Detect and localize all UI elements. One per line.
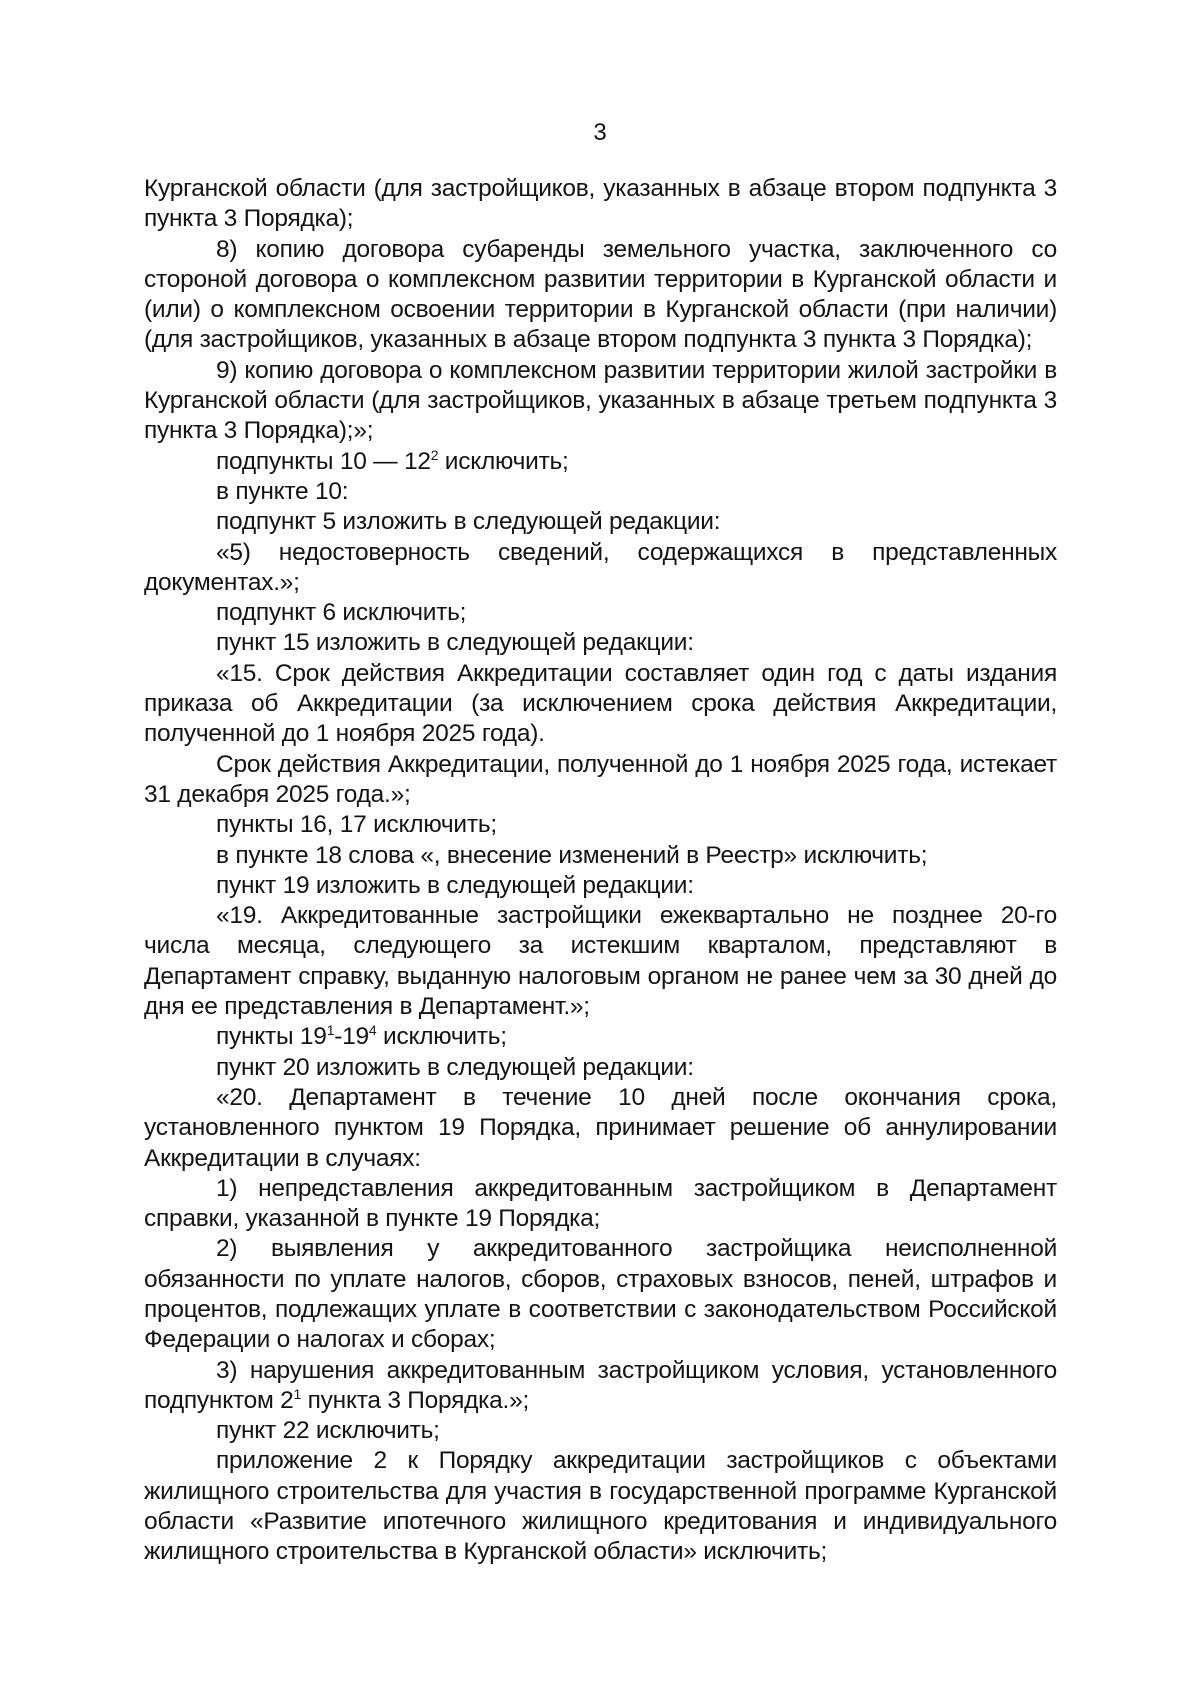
paragraph: Курганской области (для застройщиков, указанных в абзаце втором подпункта 3 пункта 3 Порядка); xyxy=(144,175,1057,233)
superscript: 1 xyxy=(326,1022,335,1039)
paragraph: подпункт 5 изложить в следующей редакции: xyxy=(216,508,721,536)
paragraph: Срок действия Аккредитации, полученной до 1 ноября 2025 года, истекает 31 декабря 2025 года.»; xyxy=(144,750,1057,808)
paragraph: приложение 2 к Порядку аккредитации застройщиков с объектами жилищного строительства для участия в государственной программе Курганской области «Развитие ипотечного жилищного кредитования и индивидуального жилищного строительства в Курганской области» исключить; xyxy=(144,1447,1057,1566)
paragraph-text: -19 xyxy=(334,1023,369,1051)
paragraph: пункт 20 изложить в следующей редакции: xyxy=(216,1053,694,1081)
paragraph: 1) непредставления аккредитованным застройщиком в Департамент справки, указанной в пункте 19 Порядка; xyxy=(144,1174,1057,1233)
document-body xyxy=(144,174,1057,1568)
superscript: 1 xyxy=(293,1385,302,1402)
paragraph-text: исключить; xyxy=(438,447,569,475)
paragraph: 8) копию договора субаренды земельного участка, заключенного со стороной договора о комплексном развитии территории в Курганской области и (или) о комплексном освоении территории в Курганской области (при наличии) (для застройщиков, указанных в абзаце втором подпункта 3 пункта 3 Порядка); xyxy=(144,235,1057,354)
superscript: 2 xyxy=(430,446,439,463)
paragraph-text: исключить; xyxy=(376,1023,507,1051)
paragraph-text: подпункты 10 — 12 xyxy=(216,447,431,475)
paragraph: пункты 16, 17 исключить; xyxy=(216,811,497,839)
paragraph: пункт 15 изложить в следующей редакции: xyxy=(216,629,694,657)
paragraph-text: пункты 19 xyxy=(216,1023,327,1051)
paragraph: подпункт 6 исключить; xyxy=(216,599,467,627)
paragraph-text: 3) нарушения аккредитованным застройщиком условия, установленного подпунктом 2 xyxy=(144,1356,1057,1414)
paragraph: пункт 19 изложить в следующей редакции: xyxy=(216,871,694,899)
paragraph xyxy=(144,447,1057,477)
paragraph-text: пункта 3 Порядка.»; xyxy=(301,1386,530,1414)
paragraph: в пункте 10: xyxy=(216,477,349,505)
paragraph: 9) копию договора о комплексном развитии территории жилой застройки в Курганской области (для застройщиков, указанных в абзаце третьем подпункта 3 пункта 3 Порядка);»; xyxy=(144,356,1057,445)
paragraph: «20. Департамент в течение 10 дней после окончания срока, установленного пунктом 19 Порядка, принимает решение об аннулировании Аккредитации в случаях: xyxy=(144,1083,1057,1172)
page-number: 3 xyxy=(593,119,607,146)
paragraph: «15. Срок действия Аккредитации составляет один год с даты издания приказа об Аккредитации (за исключением срока действия Аккредитации, полученной до 1 ноября 2025 года). xyxy=(144,659,1057,748)
paragraph: «19. Аккредитованные застройщики ежеквартально не позднее 20-го числа месяца, следующего за истекшим кварталом, представляют в Департамент справку, выданную налоговым органом не ранее чем за 30 дней до дня ее представления в Департамент.»; xyxy=(144,902,1057,1021)
paragraph: в пункте 18 слова «, внесение изменений в Реестр» исключить; xyxy=(216,841,928,869)
superscript: 4 xyxy=(368,1022,377,1039)
paragraph: пункт 22 исключить; xyxy=(216,1417,440,1445)
paragraph: 2) выявления у аккредитованного застройщика неисполненной обязанности по уплате налогов, сборов, страховых взносов, пеней, штрафов и процентов, подлежащих уплате в соответствии с законодательством Российской Федерации о налогах и сборах; xyxy=(144,1235,1057,1354)
paragraph: «5) недостоверность сведений, содержащихся в представленных документах.»; xyxy=(144,538,1057,596)
paragraph xyxy=(144,1022,1057,1052)
paragraph xyxy=(144,1356,1057,1417)
